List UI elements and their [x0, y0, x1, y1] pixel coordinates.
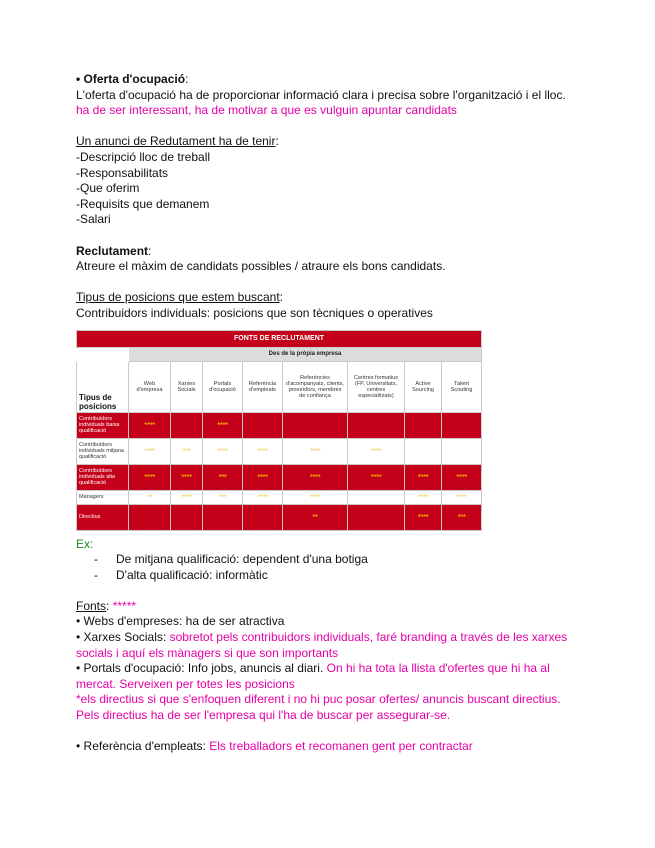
row-label: Managers [77, 490, 129, 504]
oferta-colon: : [185, 72, 189, 86]
table-cell [129, 412, 171, 438]
table-cell [283, 490, 348, 504]
table-cell [171, 438, 203, 464]
table-cell [283, 504, 348, 530]
fonts-title: Fonts [76, 598, 107, 613]
table-title: FONTS DE RECLUTAMENT [77, 330, 482, 347]
tipus-heading [76, 290, 576, 306]
rating-stars: **** [217, 420, 228, 430]
table-cell [203, 504, 243, 530]
anunci-item: -Responsabilitats [76, 165, 169, 180]
table-cell [348, 438, 405, 464]
fonts-xarxes-note-2: socials i aquí els mànagers si que son importants [76, 645, 339, 660]
tipus-colon: : [279, 290, 284, 305]
table-cell [442, 412, 482, 438]
fonts-xarxes-label: • Xarxes Socials: [76, 630, 170, 645]
table-cell [283, 438, 348, 464]
oferta-text: L'oferta d'ocupació ha de proporcionar informació clara i precisa sobre l'organització i el lloc. [76, 87, 566, 102]
anunci-heading [76, 134, 576, 150]
table-cell [442, 504, 482, 530]
rating-stars: *** [457, 512, 466, 522]
anunci-title: Un anunci de Redutament ha de tenir [76, 134, 276, 149]
reclutament-heading [76, 244, 576, 260]
table-row [77, 412, 482, 438]
table-cell [243, 412, 283, 438]
rating-stars: **** [417, 492, 429, 502]
table-column-header: Referències d'acompanyats, clients, proveïdors, membres de confiança [283, 361, 348, 412]
oferta-heading [76, 72, 576, 88]
table-column-header: Web d'empresa [129, 361, 171, 412]
table-cell [442, 464, 482, 490]
fonts-portals-label: • Portals d'ocupació: Info jobs, anuncis al diari. [76, 661, 327, 676]
table-column-header: Active Sourcing [405, 361, 442, 412]
anunci-item: -Requisits que demanem [76, 196, 210, 211]
tipus-text: Contribuidors individuals: posicions que son tècniques o operatives [76, 305, 433, 320]
ex-item [76, 568, 576, 584]
table-cell [203, 490, 243, 504]
ex-dash: - [94, 552, 98, 567]
table-cell [405, 490, 442, 504]
fonts-table-image [76, 330, 481, 531]
rating-stars: **** [309, 446, 321, 456]
anunci-item: -Salari [76, 212, 111, 227]
row-label: Contribuïdors individuals mitjana qualificació [77, 438, 129, 464]
oferta-note: ha de ser interessant, ha de motivar a que es vulguin apuntar candidats [76, 103, 457, 118]
table-cell [243, 504, 283, 530]
table-cell [129, 504, 171, 530]
table-corner: Tipus de posicions [77, 361, 129, 412]
rating-stars: **** [144, 446, 155, 456]
table-cell [203, 412, 243, 438]
rating-stars: ** [312, 512, 318, 522]
table-column-header: Talent Scouting [442, 361, 482, 412]
fonts-colon: : [106, 598, 110, 613]
rating-stars: ** [146, 492, 153, 502]
table-cell [405, 412, 442, 438]
reclutament-title: Reclutament [76, 243, 149, 258]
table-cell [203, 438, 243, 464]
table-row [77, 438, 482, 464]
ex-label: Ex: [76, 536, 94, 551]
table-column-header: Xarxes Socials [171, 361, 203, 412]
table-cell [171, 412, 203, 438]
table-cell [405, 504, 442, 530]
oferta-title: • Oferta d'ocupació [76, 72, 186, 86]
ex-text: De mitjana qualificació: dependent d'una botiga [116, 552, 368, 567]
table-cell [348, 504, 405, 530]
rating-stars: **** [217, 446, 228, 456]
rating-stars: *** [218, 472, 227, 482]
rating-stars: **** [144, 472, 155, 482]
row-label: Contribuïdors individuals alta qualificació [77, 464, 129, 490]
row-label: Contribuïdors individuals baixa qualificació [77, 412, 129, 438]
rating-stars: **** [456, 492, 467, 502]
reclutament-colon: : [148, 243, 152, 258]
table-cell [283, 464, 348, 490]
table-column-header: Portals d'ocupació [203, 361, 243, 412]
table-cell [129, 464, 171, 490]
table-cell [442, 438, 482, 464]
table-row [77, 504, 482, 530]
table-column-header: Centres formatius (FP, Universitats, centres especialitzats) [348, 361, 405, 412]
ex-item [76, 552, 576, 568]
fonts-table [76, 330, 482, 531]
table-cell [129, 438, 171, 464]
fonts-referencia-label: • Referència d'empleats: [76, 739, 210, 754]
table-cell [283, 412, 348, 438]
table-cell [348, 412, 405, 438]
fonts-referencia-note: Els treballadors et recomanen gent per contractar [209, 739, 473, 754]
table-subtitle: Des de la pròpia empresa [129, 347, 482, 361]
table-cell [348, 464, 405, 490]
rating-stars: **** [309, 472, 321, 482]
rating-stars: **** [370, 446, 382, 456]
table-row [77, 464, 482, 490]
rating-stars: **** [257, 492, 268, 502]
table-cell [171, 504, 203, 530]
reclutament-text: Atreure el màxim de candidats possibles / atraure els bons candidats. [76, 259, 446, 274]
fonts-portals-note-2: mercat. Serveixen per totes les posicions [76, 676, 295, 691]
anunci-item: -Descripció lloc de treball [76, 149, 211, 164]
document-page [76, 72, 576, 755]
fonts-xarxes-note: sobretot pels contribuidors individuals, faré branding a través de les xarxes [169, 630, 568, 645]
table-cell [405, 438, 442, 464]
rating-stars: **** [370, 472, 382, 482]
table-cell [405, 464, 442, 490]
table-cell [243, 490, 283, 504]
tipus-title: Tipus de posicions que estem buscant [76, 290, 280, 305]
row-label: Directius [77, 504, 129, 530]
rating-stars: **** [181, 492, 192, 502]
rating-stars: *** [182, 446, 191, 456]
table-cell [129, 490, 171, 504]
fonts-webs: • Webs d'empreses: ha de ser atractiva [76, 614, 285, 629]
table-cell [442, 490, 482, 504]
fonts-stars: ***** [109, 598, 137, 613]
rating-stars: **** [181, 472, 192, 482]
rating-stars: **** [417, 512, 429, 522]
table-column-header: Referència d'empleats [243, 361, 283, 412]
table-row [77, 490, 482, 504]
table-cell [243, 438, 283, 464]
ex-text: D'alta qualificació: informàtic [116, 567, 268, 582]
table-cell [171, 464, 203, 490]
anunci-item: -Que oferim [76, 181, 140, 196]
table-cell [203, 464, 243, 490]
fonts-portals [76, 661, 576, 677]
rating-stars: **** [456, 472, 467, 482]
rating-stars: **** [257, 446, 268, 456]
fonts-portals-note-3: *els directius si que s'enfoquen diferent i no hi puc posar ofertes/ anuncis buscant directius. [76, 692, 561, 707]
fonts-portals-note: On hi ha tota la llista d'ofertes que hi ha al [326, 661, 550, 676]
rating-stars: *** [218, 492, 227, 502]
anunci-colon: : [275, 134, 279, 149]
fonts-referencia [76, 739, 576, 755]
rating-stars: **** [309, 492, 321, 502]
rating-stars: **** [417, 472, 429, 482]
fonts-portals-note-4: Pels directius ha de ser l'empresa qui l'ha de buscar per assegurar-se. [76, 708, 451, 723]
ex-dash: - [94, 567, 98, 582]
rating-stars: **** [144, 420, 155, 430]
table-cell [243, 464, 283, 490]
table-cell [171, 490, 203, 504]
rating-stars: **** [257, 472, 268, 482]
table-cell [348, 490, 405, 504]
fonts-xarxes [76, 630, 576, 646]
fonts-heading [76, 599, 576, 615]
